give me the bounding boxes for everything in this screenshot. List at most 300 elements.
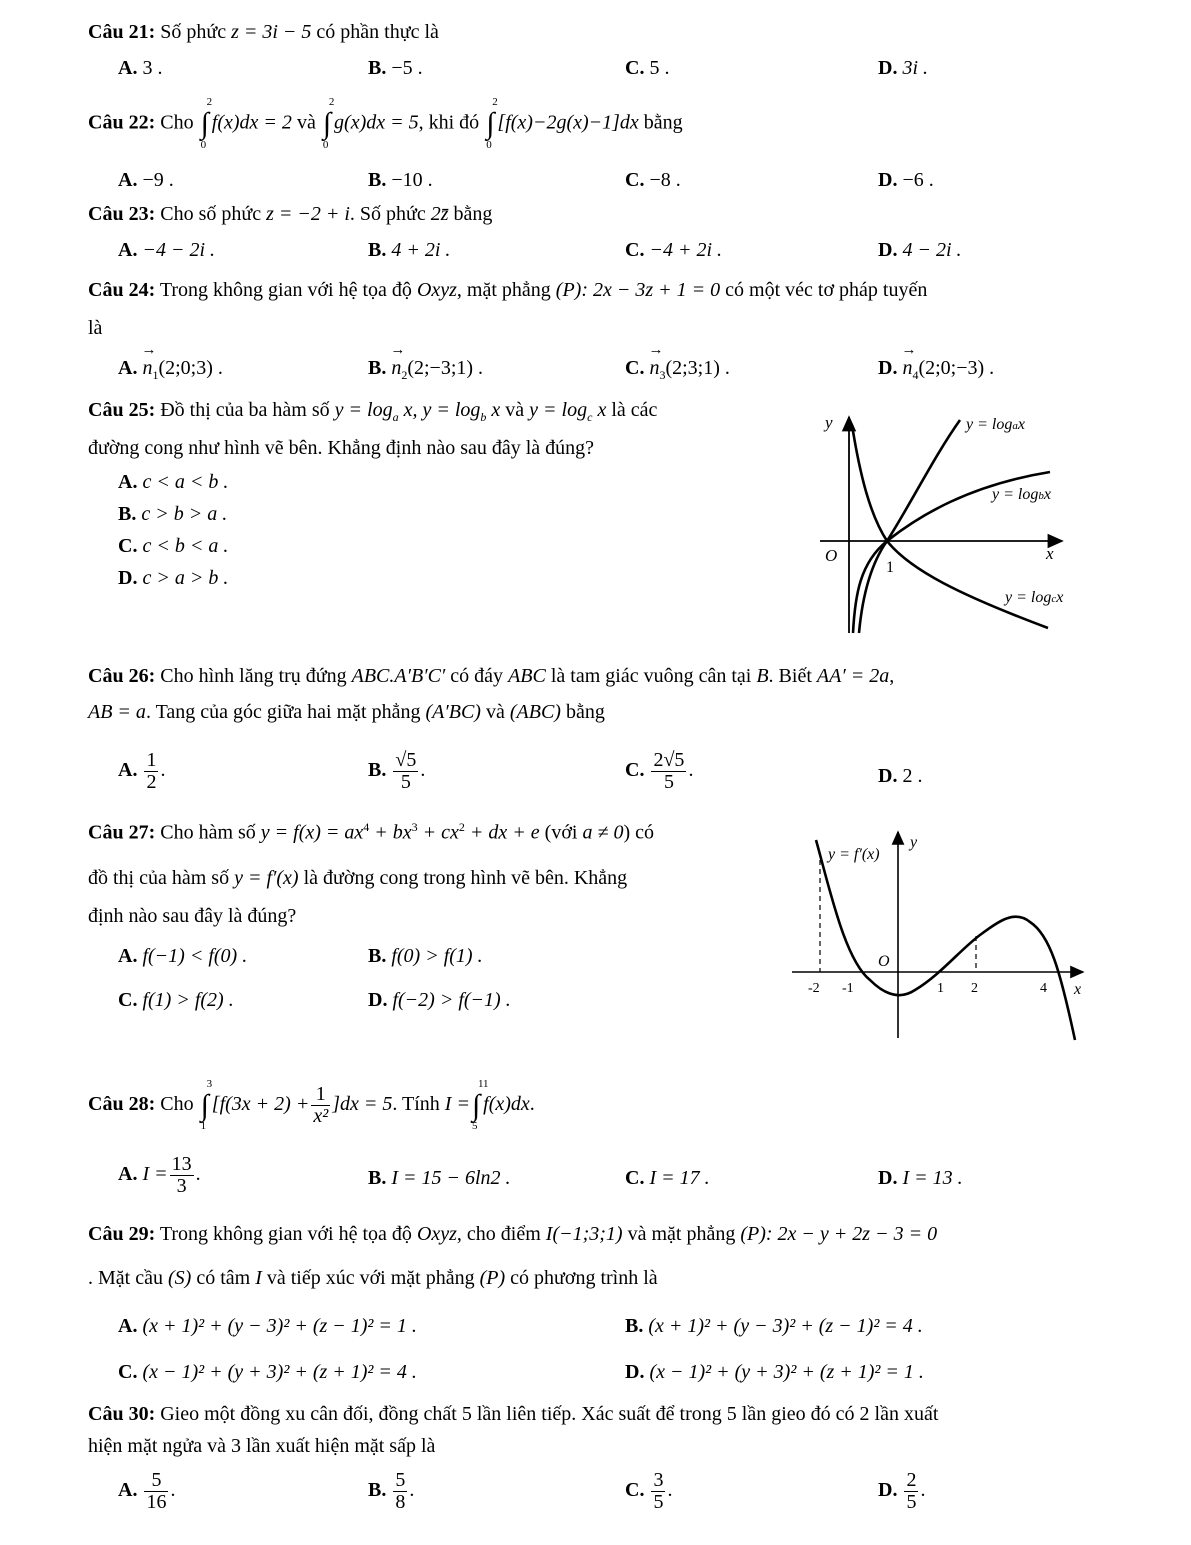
- stem-math: a ≠ 0: [582, 821, 624, 844]
- numerator: 1: [311, 1084, 330, 1106]
- question-29-stem-cont: [88, 1266, 658, 1290]
- y-axis-label: y: [910, 834, 918, 851]
- tick-label: 1: [937, 981, 944, 996]
- option-letter: D.: [118, 567, 138, 589]
- option-letter: A.: [118, 471, 138, 493]
- stem-math: + dx + e: [464, 821, 540, 844]
- option-b[interactable]: [368, 1470, 414, 1513]
- stem-math: (A′BC): [425, 701, 481, 723]
- option-d[interactable]: [878, 168, 934, 192]
- stem-math: x: [592, 399, 607, 421]
- integral-upper: 3: [206, 1077, 213, 1090]
- fraction: [144, 1470, 168, 1513]
- option-text: −9 .: [142, 169, 174, 191]
- stem-text: , mặt phẳng: [456, 279, 551, 301]
- option-text: (2;0;−3) .: [918, 357, 995, 379]
- option-a[interactable]: [118, 238, 215, 262]
- stem-sub: c: [587, 410, 593, 424]
- stem-text: , cho điểm: [456, 1223, 541, 1245]
- denominator: 5: [653, 1491, 664, 1513]
- stem-text: có phần thực là: [316, 21, 439, 43]
- tick-label: 2: [971, 981, 978, 996]
- stem-text: và: [296, 111, 316, 134]
- stem-sub: b: [480, 410, 487, 424]
- option-letter: C.: [625, 357, 645, 379]
- option-b[interactable]: [368, 356, 483, 382]
- stem-text: Cho số phức: [160, 203, 262, 225]
- stem-math: B: [756, 665, 769, 687]
- question-label: Câu 27:: [88, 821, 156, 844]
- option-text: −5 .: [391, 57, 423, 79]
- option-a[interactable]: [118, 1470, 175, 1513]
- vector-n: → n: [649, 356, 659, 380]
- option-text: −10 .: [391, 169, 433, 191]
- option-letter: B.: [368, 1167, 387, 1189]
- option-b[interactable]: [368, 56, 423, 80]
- stem-math: x: [486, 399, 501, 421]
- question-24-stem-cont: [88, 316, 102, 340]
- option-d[interactable]: [878, 356, 994, 382]
- option-a[interactable]: [118, 1314, 417, 1338]
- stem-math: z = −2 + i: [266, 203, 350, 225]
- fraction: [144, 750, 158, 793]
- option-text: −8 .: [649, 169, 681, 191]
- option-text: 3 .: [142, 57, 163, 79]
- option-text: 4 + 2i .: [391, 239, 451, 261]
- derivative-curve-figure: [790, 810, 1095, 1048]
- vector-sub: 4: [912, 368, 919, 382]
- fraction: [393, 750, 418, 793]
- stem-text: .: [529, 1093, 535, 1116]
- stem-math: (ABC): [509, 701, 561, 723]
- option-letter: B.: [368, 169, 387, 191]
- option-text: c < a < b .: [142, 471, 229, 493]
- option-a[interactable]: [118, 1154, 201, 1197]
- stem-text: Trong không gian với hệ tọa độ: [159, 1223, 412, 1245]
- option-d[interactable]: [118, 566, 228, 590]
- stem-text: hiện mặt ngửa và 3 lần xuất hiện mặt sấp là: [88, 1435, 436, 1457]
- option-c[interactable]: [625, 1470, 672, 1513]
- option-d[interactable]: [878, 764, 922, 788]
- stem-text: và mặt phẳng: [627, 1223, 736, 1245]
- fraction: [170, 1154, 194, 1197]
- option-letter: A.: [118, 57, 138, 79]
- option-letter: B.: [625, 1315, 644, 1337]
- stem-math: y = log: [529, 399, 588, 421]
- option-text: −6 .: [902, 169, 934, 191]
- stem-text: định nào sau đây là đúng?: [88, 905, 297, 927]
- option-text: .: [409, 1479, 415, 1502]
- option-a[interactable]: [118, 356, 223, 382]
- option-b[interactable]: [118, 502, 227, 526]
- stem-text: . Biết: [768, 665, 812, 687]
- option-text: (x + 1)² + (y − 3)² + (z − 1)² = 1 .: [142, 1315, 417, 1337]
- option-b[interactable]: [368, 750, 425, 793]
- curve-f-prime: [816, 840, 1075, 1040]
- curve-label-a: y = logax: [966, 416, 1025, 433]
- option-text: f(−2) > f(−1) .: [392, 989, 511, 1011]
- option-text: (2;0;3) .: [158, 357, 223, 379]
- integral-upper: 2: [206, 96, 213, 108]
- stem-text: Gieo một đồng xu cân đối, đồng chất 5 lần liên tiếp. Xác suất để trong 5 lần gieo đó có 2 lần xuất: [160, 1403, 939, 1425]
- question-label: Câu 26:: [88, 665, 156, 687]
- option-c[interactable]: [118, 988, 234, 1012]
- option-a[interactable]: [118, 470, 228, 494]
- stem-text: Đồ thị của ba hàm số: [160, 399, 330, 421]
- stem-math: f(x)dx: [483, 1093, 530, 1116]
- stem-text: . Số phức: [349, 203, 426, 225]
- option-text: f(−1) < f(0) .: [142, 945, 248, 967]
- curve-label: y = f′(x): [828, 846, 880, 863]
- fraction: [311, 1084, 330, 1127]
- question-label: Câu 22:: [88, 111, 156, 134]
- denominator: x²: [313, 1105, 329, 1127]
- stem-math: AA′ = 2a: [816, 665, 890, 687]
- stem-text: Số phức: [160, 21, 227, 43]
- origin-label: O: [825, 546, 838, 565]
- option-b[interactable]: [368, 944, 483, 968]
- x-axis-label: x: [1074, 981, 1082, 998]
- vector-sub: 2: [401, 368, 408, 382]
- stem-text: bằng: [565, 701, 605, 723]
- option-c[interactable]: [625, 750, 693, 793]
- question-29-stem: [88, 1222, 937, 1246]
- option-text: (x − 1)² + (y + 3)² + (z + 1)² = 4 .: [142, 1361, 417, 1383]
- option-text: I = 15 − 6ln2 .: [391, 1167, 511, 1189]
- option-text: .: [170, 1479, 176, 1502]
- vector-n: → n: [142, 356, 152, 380]
- option-a[interactable]: [118, 750, 165, 793]
- fraction: [904, 1470, 918, 1513]
- option-letter: B.: [368, 357, 387, 379]
- question-21-stem: [88, 20, 439, 44]
- option-b[interactable]: [368, 1166, 511, 1190]
- integral-lower: 5: [471, 1120, 478, 1133]
- option-text: .: [160, 759, 166, 782]
- option-text: f(1) > f(2) .: [142, 989, 234, 1011]
- stem-math: [f(3x + 2) +: [211, 1093, 310, 1116]
- stem-text: là tam giác vuông cân tại: [550, 665, 752, 687]
- option-d[interactable]: [878, 1166, 963, 1190]
- stem-text: là: [88, 317, 103, 339]
- curve-log-a: [859, 420, 960, 633]
- stem-math: I: [255, 1267, 262, 1289]
- option-text: 3i .: [902, 57, 929, 79]
- question-22-stem: [88, 96, 683, 151]
- option-text: .: [420, 759, 426, 782]
- vector-n: → n: [902, 356, 912, 380]
- option-letter: C.: [625, 1479, 645, 1502]
- question-label: Câu 25:: [88, 399, 156, 421]
- option-letter: C.: [625, 57, 645, 79]
- stem-text: Cho hình lăng trụ đứng: [160, 665, 347, 687]
- option-letter: D.: [878, 57, 898, 79]
- stem-sup: 3: [411, 820, 418, 834]
- stem-text: có một véc tơ pháp tuyến: [725, 279, 928, 301]
- question-25-stem-cont: [88, 436, 594, 460]
- option-letter: D.: [368, 989, 388, 1011]
- question-label: Câu 30:: [88, 1403, 156, 1425]
- stem-text: có phương trình là: [510, 1267, 658, 1289]
- integral-lower: 0: [486, 138, 492, 151]
- option-letter: D.: [878, 169, 898, 191]
- tick-label: -1: [842, 981, 854, 996]
- stem-math: f(x)dx = 2: [211, 111, 292, 134]
- denominator: 3: [176, 1175, 187, 1197]
- option-text: −4 − 2i .: [142, 239, 216, 261]
- integral-sign: ∫ 3 1: [200, 1077, 213, 1133]
- integral-upper: 11: [477, 1077, 489, 1090]
- question-30-stem-cont: [88, 1434, 435, 1458]
- stem-text: bằng: [453, 203, 493, 225]
- integral-upper: 2: [492, 96, 498, 108]
- stem-math: x, y = log: [398, 399, 481, 421]
- option-a[interactable]: [118, 56, 162, 80]
- option-text: 4 − 2i .: [902, 239, 962, 261]
- stem-math: (P): 2x − y + 2z − 3 = 0: [740, 1223, 938, 1245]
- option-text: .: [195, 1163, 201, 1186]
- question-28-stem: [88, 1077, 535, 1133]
- fraction: [393, 1470, 407, 1513]
- option-letter: D.: [878, 765, 898, 787]
- option-text: I = 17 .: [649, 1167, 710, 1189]
- option-a[interactable]: [118, 944, 247, 968]
- option-letter: B.: [368, 1479, 387, 1502]
- stem-math: Oxyz: [416, 279, 457, 301]
- stem-text: là đường cong trong hình vẽ bên. Khẳng: [303, 867, 628, 889]
- option-text: (2;−3;1) .: [407, 357, 484, 379]
- option-text: f(0) > f(1) .: [391, 945, 483, 967]
- numerator: 5: [144, 1470, 168, 1492]
- option-c[interactable]: [625, 238, 722, 262]
- stem-math: g(x)dx = 5: [334, 111, 419, 134]
- numerator: √5: [395, 749, 417, 771]
- question-label: Câu 29:: [88, 1223, 156, 1245]
- question-30-stem: [88, 1402, 938, 1426]
- option-text: I = 13 .: [902, 1167, 963, 1189]
- vector-n: → n: [391, 356, 401, 380]
- option-text: −4 + 2i .: [649, 239, 723, 261]
- stem-sup: 2: [458, 820, 465, 834]
- stem-text: Cho: [160, 111, 194, 134]
- question-label: Câu 28:: [88, 1093, 156, 1116]
- stem-math: + cx: [417, 821, 459, 844]
- integral-sign: ∫ 2 0: [486, 96, 498, 151]
- stem-text: . Tính: [392, 1093, 440, 1116]
- numerator: 2√5: [653, 749, 685, 771]
- denominator: 5: [663, 771, 674, 793]
- stem-text: và: [505, 399, 525, 421]
- option-letter: C.: [118, 535, 138, 557]
- stem-text: Cho: [160, 1093, 194, 1116]
- vector-sub: 1: [152, 368, 159, 382]
- denominator: 2: [146, 771, 157, 793]
- numerator: 1: [146, 749, 157, 771]
- option-letter: A.: [118, 169, 138, 191]
- stem-text: ,: [889, 665, 895, 687]
- option-text: c > a > b .: [142, 567, 229, 589]
- stem-text: có tâm: [196, 1267, 251, 1289]
- stem-sub: a: [392, 410, 399, 424]
- denominator: 16: [146, 1491, 167, 1513]
- fraction: [651, 750, 686, 793]
- option-letter: A.: [118, 1163, 138, 1186]
- option-d[interactable]: [878, 238, 962, 262]
- numerator: 13: [171, 1153, 192, 1175]
- option-letter: B.: [118, 503, 137, 525]
- stem-math: AB = a: [88, 701, 146, 723]
- question-27-stem-cont2: [88, 904, 296, 928]
- stem-text: Cho hàm số: [160, 821, 256, 844]
- option-b[interactable]: [368, 238, 450, 262]
- option-a[interactable]: [118, 168, 174, 192]
- option-b[interactable]: [625, 1314, 923, 1338]
- option-c[interactable]: [118, 1360, 417, 1384]
- option-c[interactable]: [625, 168, 681, 192]
- question-23-stem: [88, 202, 492, 226]
- denominator: 5: [906, 1491, 917, 1513]
- stem-math: y = f(x) = ax: [260, 821, 364, 844]
- stem-math: ABC.A′B′C′: [351, 665, 446, 687]
- option-letter: B.: [368, 239, 387, 261]
- option-text: 5 .: [649, 57, 670, 79]
- option-text: .: [688, 759, 694, 782]
- stem-math: 2z̄: [430, 203, 449, 225]
- option-d[interactable]: [878, 1470, 925, 1513]
- question-label: Câu 21:: [88, 21, 156, 43]
- option-letter: D.: [625, 1361, 645, 1383]
- stem-text: ) có: [623, 821, 654, 844]
- option-text: (x + 1)² + (y − 3)² + (z − 1)² = 4 .: [648, 1315, 923, 1337]
- stem-text: . Tang của góc giữa hai mặt phẳng: [145, 701, 421, 723]
- tick-label: 4: [1040, 981, 1047, 996]
- option-letter: C.: [625, 759, 645, 782]
- question-25-stem: [88, 398, 657, 424]
- numerator: 3: [653, 1469, 664, 1491]
- stem-math: + bx: [369, 821, 412, 844]
- option-letter: C.: [118, 989, 138, 1011]
- option-text: I =: [142, 1163, 168, 1186]
- stem-math: y = log: [334, 399, 393, 421]
- integral-lower: 0: [322, 138, 329, 151]
- question-27-stem-cont: [88, 866, 627, 890]
- tick-label: -2: [808, 981, 820, 996]
- integral-lower: 0: [200, 138, 207, 151]
- stem-math: ]dx = 5: [332, 1093, 393, 1116]
- option-letter: A.: [118, 357, 138, 379]
- option-c[interactable]: [625, 56, 669, 80]
- stem-text: đường cong như hình vẽ bên. Khẳng định nào sau đây là đúng?: [88, 437, 595, 459]
- stem-text: là các: [611, 399, 658, 421]
- question-26-stem: [88, 664, 894, 688]
- option-letter: C.: [625, 169, 645, 191]
- option-c[interactable]: [625, 1166, 710, 1190]
- stem-text: đồ thị của hàm số: [88, 867, 230, 889]
- stem-math: (P): [479, 1267, 506, 1289]
- origin-label: O: [878, 953, 890, 970]
- integral-upper: 2: [328, 96, 335, 108]
- stem-math: y = f′(x): [234, 867, 299, 889]
- denominator: 5: [400, 771, 411, 793]
- stem-math: I =: [444, 1093, 470, 1116]
- question-27-stem: [88, 820, 654, 845]
- integral-sign: ∫ 2 0: [200, 96, 213, 151]
- stem-math: z = 3i − 5: [231, 21, 312, 43]
- option-letter: C.: [118, 1361, 138, 1383]
- option-letter: B.: [368, 759, 387, 782]
- option-c[interactable]: [118, 534, 228, 558]
- option-letter: D.: [878, 1167, 898, 1189]
- question-label: Câu 24:: [88, 279, 156, 301]
- option-letter: A.: [118, 945, 138, 967]
- stem-math: [f(x)−2g(x)−1]dx: [497, 111, 639, 134]
- option-letter: A.: [118, 1479, 138, 1502]
- question-26-stem-cont: [88, 700, 605, 724]
- stem-text: . Mặt cầu: [88, 1267, 163, 1289]
- option-text: 2 .: [902, 765, 923, 787]
- stem-math: ABC: [508, 665, 546, 687]
- curve-label-c: y = logcx: [1005, 589, 1064, 606]
- log-curves-figure: [800, 395, 1100, 640]
- stem-sup: 4: [363, 820, 370, 834]
- option-text: c < b < a .: [142, 535, 229, 557]
- stem-text: (với: [544, 821, 578, 844]
- option-letter: D.: [878, 1479, 898, 1502]
- curve-label-b: y = logbx: [992, 486, 1051, 503]
- numerator: 2: [906, 1469, 917, 1491]
- option-letter: A.: [118, 1315, 138, 1337]
- integral-sign: ∫ 11 5: [471, 1077, 489, 1133]
- question-label: Câu 23:: [88, 203, 156, 225]
- stem-math: (S): [167, 1267, 192, 1289]
- stem-text: và tiếp xúc với mặt phẳng: [266, 1267, 475, 1289]
- option-text: (x − 1)² + (y + 3)² + (z + 1)² = 1 .: [649, 1361, 924, 1383]
- integral-lower: 1: [200, 1120, 207, 1133]
- option-text: c > b > a .: [141, 503, 228, 525]
- option-letter: D.: [878, 357, 898, 379]
- stem-text: và: [485, 701, 505, 723]
- integral-sign: ∫ 2 0: [322, 96, 335, 151]
- option-d[interactable]: [368, 988, 511, 1012]
- option-b[interactable]: [368, 168, 433, 192]
- numerator: 5: [395, 1469, 406, 1491]
- option-d[interactable]: [878, 56, 928, 80]
- vector-sub: 3: [659, 368, 666, 382]
- option-d[interactable]: [625, 1360, 924, 1384]
- option-letter: A.: [118, 239, 138, 261]
- option-letter: D.: [878, 239, 898, 261]
- stem-text: bằng: [643, 111, 683, 134]
- option-letter: B.: [368, 57, 387, 79]
- option-letter: C.: [625, 1167, 645, 1189]
- option-letter: B.: [368, 945, 387, 967]
- option-letter: C.: [625, 239, 645, 261]
- option-text: (2;3;1) .: [665, 357, 730, 379]
- x-axis-label: x: [1046, 544, 1054, 563]
- denominator: 8: [395, 1491, 406, 1513]
- option-c[interactable]: [625, 356, 730, 382]
- y-axis-label: y: [825, 413, 833, 432]
- stem-text: Trong không gian với hệ tọa độ: [159, 279, 412, 301]
- stem-math: (P): 2x − 3z + 1 = 0: [555, 279, 721, 301]
- option-text: .: [920, 1479, 926, 1502]
- stem-math: Oxyz: [416, 1223, 457, 1245]
- option-letter: A.: [118, 759, 138, 782]
- question-24-stem: [88, 278, 927, 302]
- fraction: [651, 1470, 665, 1513]
- stem-text: , khi đó: [418, 111, 480, 134]
- stem-text: có đáy: [450, 665, 504, 687]
